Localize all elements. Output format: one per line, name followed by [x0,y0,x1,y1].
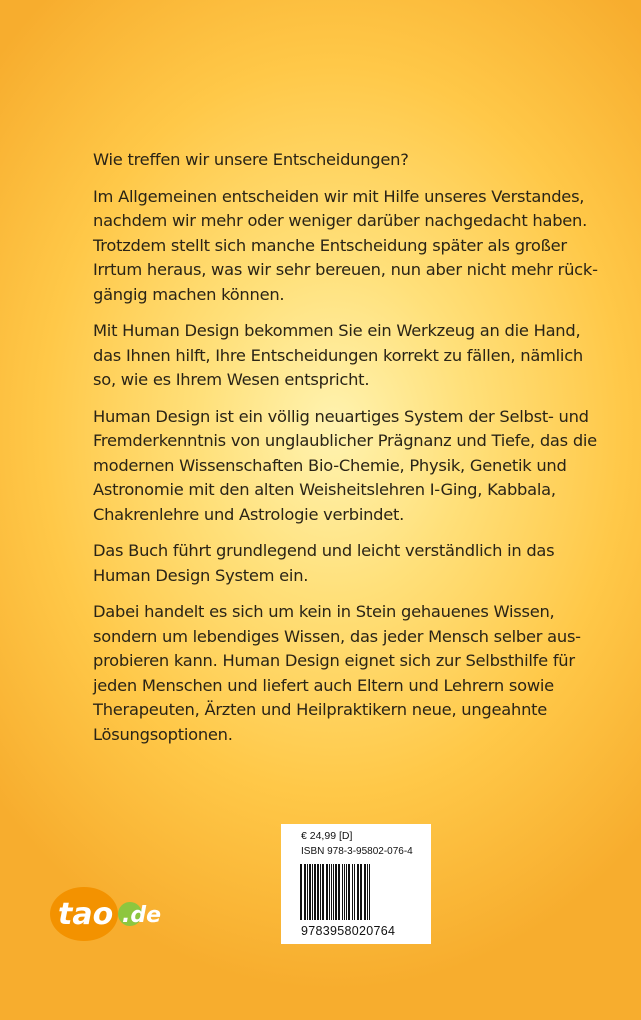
barcode-bar [342,864,343,920]
text-line: Human Design System ein. [93,565,309,585]
text-line: nachdem wir mehr oder weniger darüber nachgedacht haben. [93,211,588,230]
barcode-label [281,824,431,944]
text-line: sondern um lebendiges Wissen, das jeder Mensch selber aus- [93,626,581,646]
barcode-bar [312,864,313,920]
text-line: Lösungsoptionen. [93,724,233,744]
barcode-bar [314,864,316,920]
logo-main-text: tao [58,897,114,932]
isbn-label: ISBN 978-3-95802-076-4 [301,846,413,857]
barcode-bar [309,864,311,920]
ean-number: 9783958020764 [301,924,396,938]
text-line: Chakrenlehre und Astrologie verbindet. [93,504,405,524]
barcode-bar [320,864,321,920]
barcode-bar [322,864,324,920]
text-line: das Ihnen hilft, Ihre Entscheidungen korrekt zu fällen, nämlich [93,345,583,365]
paragraph [93,405,633,528]
text-line: Human Design ist ein völlig neuartiges System der Selbst- und [93,406,589,426]
text-line: Irrtum heraus, was wir sehr bereuen, nun aber nicht mehr rück- [93,260,598,279]
text-line: Fremderkenntnis von unglaublicher Prägnanz und Tiefe, das die [93,431,597,450]
text-line: Mit Human Design bekommen Sie ein Werkzeug an die Hand, [93,321,581,340]
tao-logo [48,878,178,942]
text-line: so, wie es Ihrem Wesen entspricht. [93,370,370,389]
text-line: Dabei handelt es sich um kein in Stein gehauenes Wissen, [93,602,555,621]
paragraph [93,319,633,393]
barcode-bar [346,864,347,920]
barcode-bar [304,864,306,920]
text-line: Im Allgemeinen entscheiden wir mit Hilfe unseres Verstandes, [93,186,585,206]
barcode-bar [367,864,368,920]
text-line: probieren kann. Human Design eignet sich zur Selbsthilfe für [93,651,575,670]
text-line: gängig machen können. [93,284,285,304]
logo-suffix-text: .de [122,903,162,928]
text-line: Trotzdem stellt sich manche Entscheidung später als großer [93,235,567,255]
barcode-bar [329,864,330,920]
blurb-text [93,148,633,759]
barcode-bar [354,864,355,920]
text-line: Therapeuten, Ärzten und Heilpraktikern neue, ungeahnte [93,700,548,719]
barcode-bar [360,864,362,920]
paragraph [93,539,633,588]
paragraph [93,600,633,747]
price-label: € 24,99 [D] [301,830,353,842]
text-line: Wie treffen wir unsere Entscheidungen? [93,150,409,169]
barcode-bar [307,864,308,920]
barcode-bar [331,864,332,920]
barcode-bar [344,864,345,920]
text-line: Astronomie mit den alten Weisheitslehren I-Ging, Kabbala, [93,480,556,499]
barcode-bar [369,864,370,920]
text-line: Das Buch führt grundlegend und leicht verständlich in das [93,541,555,560]
barcode-bar [317,864,319,920]
barcode-bar [352,864,353,920]
barcode-bar [348,864,350,920]
barcode-bar [335,864,337,920]
barcode-bar [364,864,366,920]
barcode-bar [333,864,334,920]
barcode-bar [357,864,359,920]
barcode-bar [326,864,328,920]
text-line: modernen Wissenschaften Bio-Chemie, Physik, Genetik und [93,455,567,475]
paragraph [93,185,633,308]
barcode-bar [300,864,302,920]
text-line: jeden Menschen und liefert auch Eltern und Lehrern sowie [93,675,554,695]
paragraph [93,148,633,173]
barcode-bars [299,864,413,920]
barcode-bar [338,864,340,920]
